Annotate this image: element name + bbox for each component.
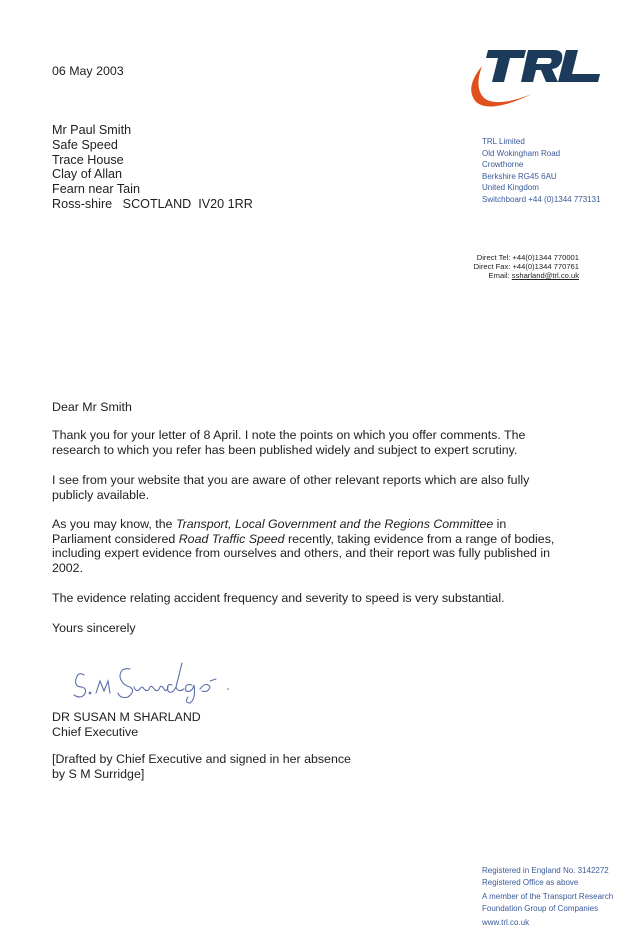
- report-title: Road Traffic Speed: [178, 531, 285, 546]
- paragraph-1: [52, 428, 592, 457]
- footer-member-line: A member of the Transport Research: [482, 892, 614, 901]
- recipient-line: Ross-shire SCOTLAND IV20 1RR: [52, 196, 253, 211]
- direct-tel: Direct Tel: +44(0)1344 770001: [476, 253, 579, 262]
- recipient-line: Mr Paul Smith: [52, 123, 132, 137]
- recipient-address: [52, 123, 253, 212]
- footer-member-line: Foundation Group of Companies: [482, 904, 599, 913]
- recipient-line: Safe Speed: [52, 137, 118, 152]
- paragraph-line: Thank you for your letter of 8 April. I note the points on which you offer comments. The: [52, 428, 526, 442]
- company-address-line: Switchboard +44 (0)1344 773131: [482, 194, 601, 204]
- paragraph-line: publicly available.: [52, 487, 150, 502]
- paragraph-line: including expert evidence from ourselves and others, and their report was fully published in: [52, 546, 550, 561]
- paragraph-line: [52, 517, 592, 532]
- signer-block: [52, 710, 201, 739]
- footer-registered: Registered in England No. 3142272: [482, 866, 609, 875]
- drafted-note: [52, 752, 351, 781]
- logo-letter-l: [558, 50, 600, 82]
- recipient-line: Clay of Allan: [52, 167, 123, 182]
- trl-logo: [466, 44, 602, 112]
- text-span: As you may know, the: [52, 517, 176, 531]
- logo-letter-r: [521, 50, 562, 82]
- logo-letter-t: [486, 50, 526, 82]
- note-line: [Drafted by Chief Executive and signed in her absence: [52, 752, 351, 766]
- closing: Yours sincerely: [52, 621, 136, 635]
- email-link[interactable]: ssharland@trl.co.uk: [511, 271, 579, 280]
- signer-name: DR SUSAN M SHARLAND: [52, 710, 201, 724]
- text-span: in: [493, 517, 507, 531]
- note-line: by S M Surridge]: [52, 766, 145, 781]
- recipient-line: Fearn near Tain: [52, 182, 140, 197]
- company-address-line: United Kingdom: [482, 183, 539, 192]
- direct-fax: Direct Fax: +44(0)1344 770761: [473, 262, 579, 271]
- company-address-line: Crowthorne: [482, 160, 524, 169]
- email-label: Email:: [488, 271, 512, 280]
- paragraph-line: I see from your website that you are aware of other relevant reports which are also fully: [52, 473, 530, 487]
- paragraph-line: research to which you refer has been published widely and subject to expert scrutiny.: [52, 442, 518, 457]
- paragraph-line: [52, 532, 592, 547]
- paragraph-3: [52, 517, 592, 575]
- company-address-line: Old Wokingham Road: [482, 148, 561, 158]
- footer-office: Registered Office as above: [482, 878, 579, 887]
- company-address-line: TRL Limited: [482, 137, 525, 146]
- text-span: recently, taking evidence from a range of bodies,: [284, 531, 555, 546]
- recipient-line: Trace House: [52, 152, 124, 167]
- paragraph-4: The evidence relating accident frequency and severity to speed is very substantial.: [52, 591, 505, 605]
- company-address: [482, 136, 601, 205]
- footer-website[interactable]: www.trl.co.uk: [482, 918, 530, 927]
- text-span: Parliament considered: [52, 531, 179, 546]
- paragraph-2: [52, 473, 592, 502]
- paragraph-line: 2002.: [52, 560, 84, 575]
- footer: [482, 865, 613, 929]
- committee-name: Transport, Local Government and the Regions Committee: [175, 517, 494, 531]
- company-address-line: Berkshire RG45 6AU: [482, 171, 557, 181]
- handwritten-signature: [70, 655, 250, 705]
- salutation: Dear Mr Smith: [52, 400, 132, 414]
- email-line: [474, 271, 579, 280]
- direct-contact: [474, 253, 579, 280]
- letter-date: 06 May 2003: [52, 64, 124, 78]
- signer-title: Chief Executive: [52, 724, 139, 739]
